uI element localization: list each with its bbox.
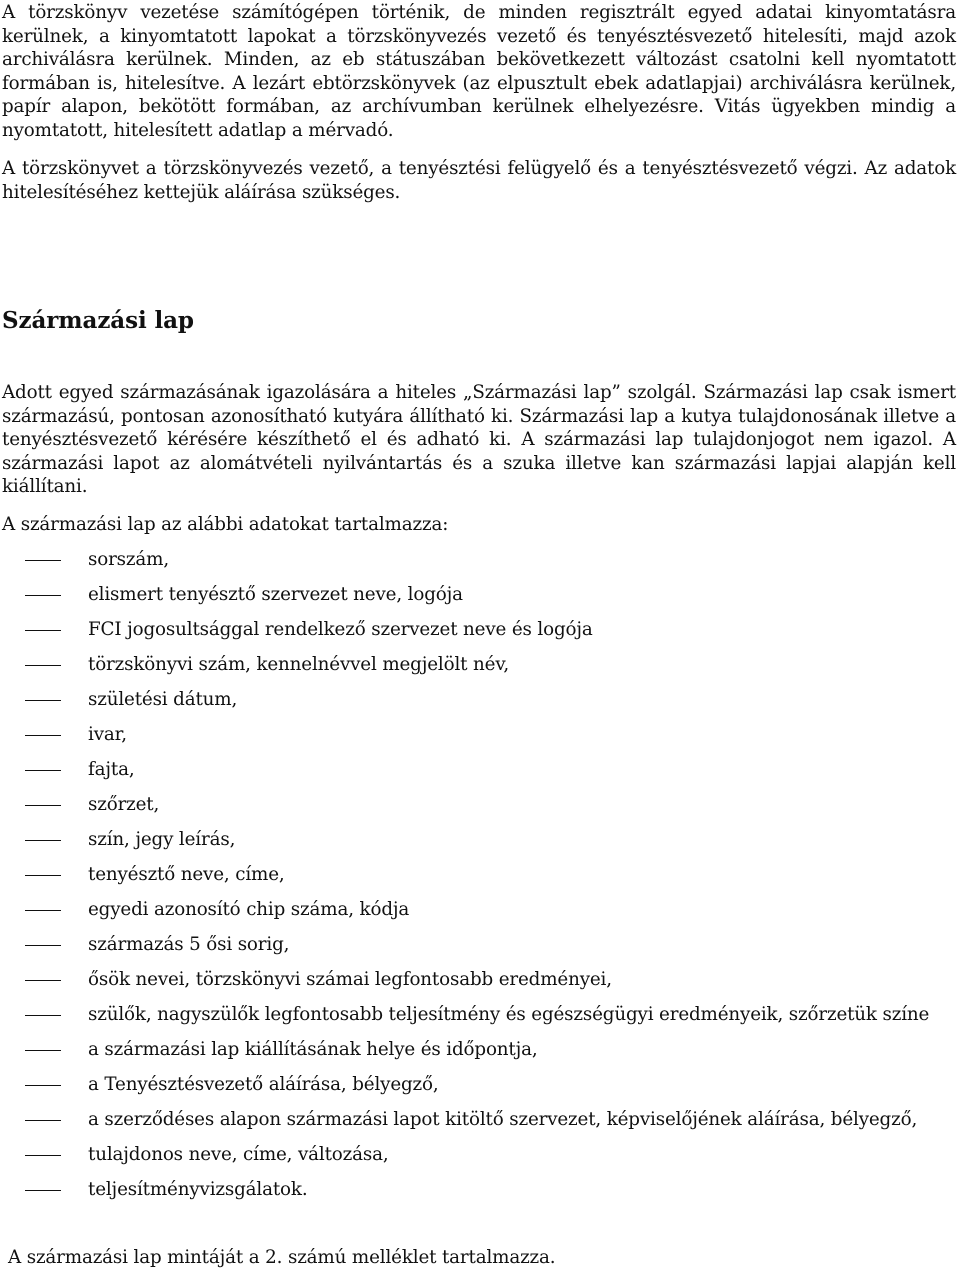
list-item-text: FCI jogosultsággal rendelkező szervezet neve és logója (88, 619, 593, 640)
list-item (2, 1108, 956, 1143)
list-item (2, 863, 956, 898)
list-item (2, 828, 956, 863)
list-item-text: szín, jegy leírás, (88, 829, 236, 850)
list-item-text: a Tenyésztésvezető aláírása, bélyegző, (88, 1074, 439, 1095)
list-item (2, 793, 956, 828)
dash-bullet-icon (25, 875, 61, 876)
list-item-text: tenyésztő neve, címe, (88, 864, 285, 885)
list-item (2, 758, 956, 793)
list-item-text: származás 5 ősi sorig, (88, 934, 290, 955)
list-item-text: teljesítményvizsgálatok. (88, 1179, 308, 1200)
dash-bullet-icon (25, 1155, 61, 1156)
dash-bullet-icon (25, 1085, 61, 1086)
dash-bullet-icon (25, 735, 61, 736)
dash-bullet-icon (25, 665, 61, 666)
list-item-text: ősök nevei, törzskönyvi számai legfontosabb eredményei, (88, 969, 612, 990)
list-item (2, 688, 956, 723)
list-item-text: ivar, (88, 724, 127, 745)
list-item-text: egyedi azonosító chip száma, kódja (88, 899, 410, 920)
list-item (2, 898, 956, 933)
list-intro: A származási lap az alábbi adatokat tartalmazza: (2, 514, 449, 535)
list-item-text: a szerződéses alapon származási lapot kitöltő szervezet, képviselőjének aláírása, bélyegző, (88, 1109, 918, 1130)
dash-bullet-icon (25, 1120, 61, 1121)
list-item (2, 653, 956, 688)
list-item-text: elismert tenyésztő szervezet neve, logója (88, 584, 463, 605)
list-item (2, 618, 956, 653)
dash-bullet-icon (25, 910, 61, 911)
dash-bullet-icon (25, 700, 61, 701)
footer-note: A származási lap mintáját a 2. számú melléklet tartalmazza. (8, 1247, 556, 1268)
intro-paragraph: A törzskönyv vezetése számítógépen történik, de minden regisztrált egyed adatai kinyomtatásra kerülnek, a kinyomtatott lapokat a törzskönyvezés vezető és tenyésztésvezető hitelesíti, majd azok archiválásra kerülnek. Minden, az eb státuszában bekövetkezett változást csatolni kell nyomtatott formában is, hitelesítve. A lezárt ebtörzskönyvek (az elpusztult ebek adatlapjai) archiválásra kerülnek, papír alapon, bekötött formában, az archívumban kerülnek elhelyezésre. Vitás ügyekben mindig a nyomtatott, hitelesített adatlap a mérvadó. (2, 2, 956, 141)
dash-bullet-icon (25, 840, 61, 841)
list-item-text: szülők, nagyszülők legfontosabb teljesítmény és egészségügyi eredményeik, szőrzetük színe (88, 1004, 930, 1025)
responsibility-paragraph: A törzskönyvet a törzskönyvezés vezető, a tenyésztési felügyelő és a tenyésztésvezető végzi. Az adatok hitelesítéséhez kettejük aláírása szükséges. (2, 158, 956, 203)
list-item (2, 1143, 956, 1178)
dash-bullet-icon (25, 1190, 61, 1191)
dash-bullet-icon (25, 630, 61, 631)
dash-bullet-icon (25, 560, 61, 561)
pedigree-description-paragraph: Adott egyed származásának igazolására a hiteles „Származási lap” szolgál. Származási lap csak ismert származású, pontosan azonosítható kutyára állítható ki. Származási lap a kutya tulajdonosának illetve a tenyésztésvezető kérésére készíthető el és adható ki. A származási lap tulajdonjogot nem igazol. A származási lapot az alomátvételi nyilvántartás és a szuka illetve kan származási lapjai alapján kell kiállítani. (2, 382, 956, 498)
list-item-text: fajta, (88, 759, 135, 780)
dash-bullet-icon (25, 805, 61, 806)
dash-bullet-icon (25, 595, 61, 596)
dash-bullet-icon (25, 770, 61, 771)
list-item-text: tulajdonos neve, címe, változása, (88, 1144, 389, 1165)
section-heading: Származási lap (2, 307, 194, 334)
dash-bullet-icon (25, 1050, 61, 1051)
list-item (2, 583, 956, 618)
list-item (2, 548, 956, 583)
list-item-text: szőrzet, (88, 794, 160, 815)
list-item (2, 1178, 956, 1213)
list-item (2, 1073, 956, 1108)
dash-bullet-icon (25, 980, 61, 981)
pedigree-contents-list (2, 548, 956, 1213)
list-item (2, 1038, 956, 1073)
dash-bullet-icon (25, 1015, 61, 1016)
list-item (2, 1003, 956, 1038)
list-item (2, 968, 956, 1003)
list-item-text: a származási lap kiállításának helye és időpontja, (88, 1039, 538, 1060)
list-item-text: törzskönyvi szám, kennelnévvel megjelölt név, (88, 654, 509, 675)
list-item (2, 723, 956, 758)
list-item-text: sorszám, (88, 549, 169, 570)
list-item (2, 933, 956, 968)
list-item-text: születési dátum, (88, 689, 238, 710)
dash-bullet-icon (25, 945, 61, 946)
